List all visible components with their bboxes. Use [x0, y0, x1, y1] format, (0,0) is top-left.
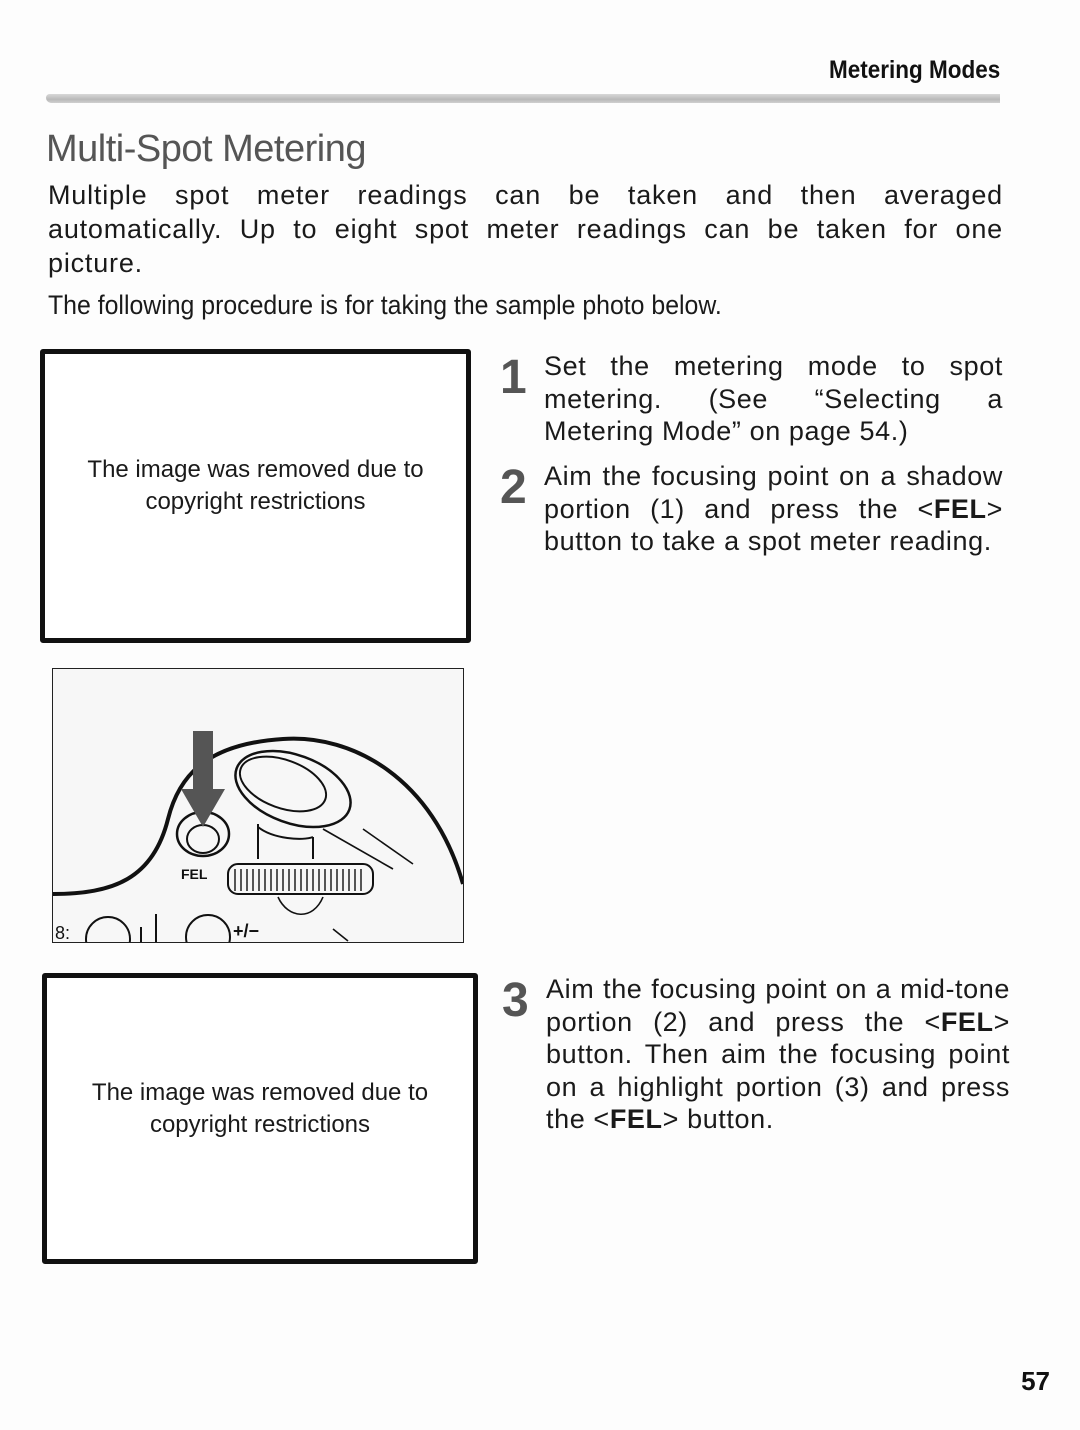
page-title: Multi-Spot Metering: [46, 128, 366, 170]
svg-text:8:: 8:: [55, 923, 71, 943]
fel-button-illustration: [52, 668, 464, 943]
svg-text:+/−: +/−: [233, 921, 260, 941]
removed-image-message: The image was removed due to copyright restrictions: [91, 1078, 429, 1138]
step-number: 3: [502, 974, 529, 1027]
step-text: Aim the focusing point on a shadow portion (1) and press the <FEL> button to take a spot meter reading.: [544, 461, 1003, 556]
svg-text:FEL: FEL: [181, 866, 208, 882]
procedure-note: The following procedure is for taking the sample photo below.: [48, 290, 722, 320]
removed-image-placeholder-1: [40, 349, 471, 643]
step-number: 2: [500, 461, 527, 514]
down-arrow-icon: [193, 731, 213, 791]
running-head: Metering Modes: [828, 56, 1000, 84]
camera-top-diagram: [53, 669, 464, 943]
removed-image-message: The image was removed due to copyright restrictions: [87, 456, 424, 515]
fel-button-label: FEL: [940, 1006, 994, 1037]
removed-image-placeholder-2: [42, 973, 478, 1264]
step-text: Aim the focusing point on a mid-tone portion (2) and press the <FEL> button. Then aim the focusing point on a highlight portion (3) and press the <FEL> button.: [546, 974, 1010, 1134]
header-rule: [46, 94, 1000, 103]
intro-paragraph: Multiple spot meter readings can be taken and then averaged automatically. Up to eight spot meter readings can be taken for one picture.: [48, 180, 1003, 278]
step-3: [502, 973, 1010, 1136]
fel-button-label: FEL: [933, 493, 987, 524]
page-number: 57: [1021, 1366, 1050, 1396]
step-2: [500, 460, 1003, 558]
fel-button-label: FEL: [609, 1104, 663, 1134]
step-1: [500, 350, 1003, 448]
step-text: Set the metering mode to spot metering. (See “Selecting a Metering Mode” on page 54.): [544, 351, 1003, 446]
step-number: 1: [500, 351, 527, 404]
